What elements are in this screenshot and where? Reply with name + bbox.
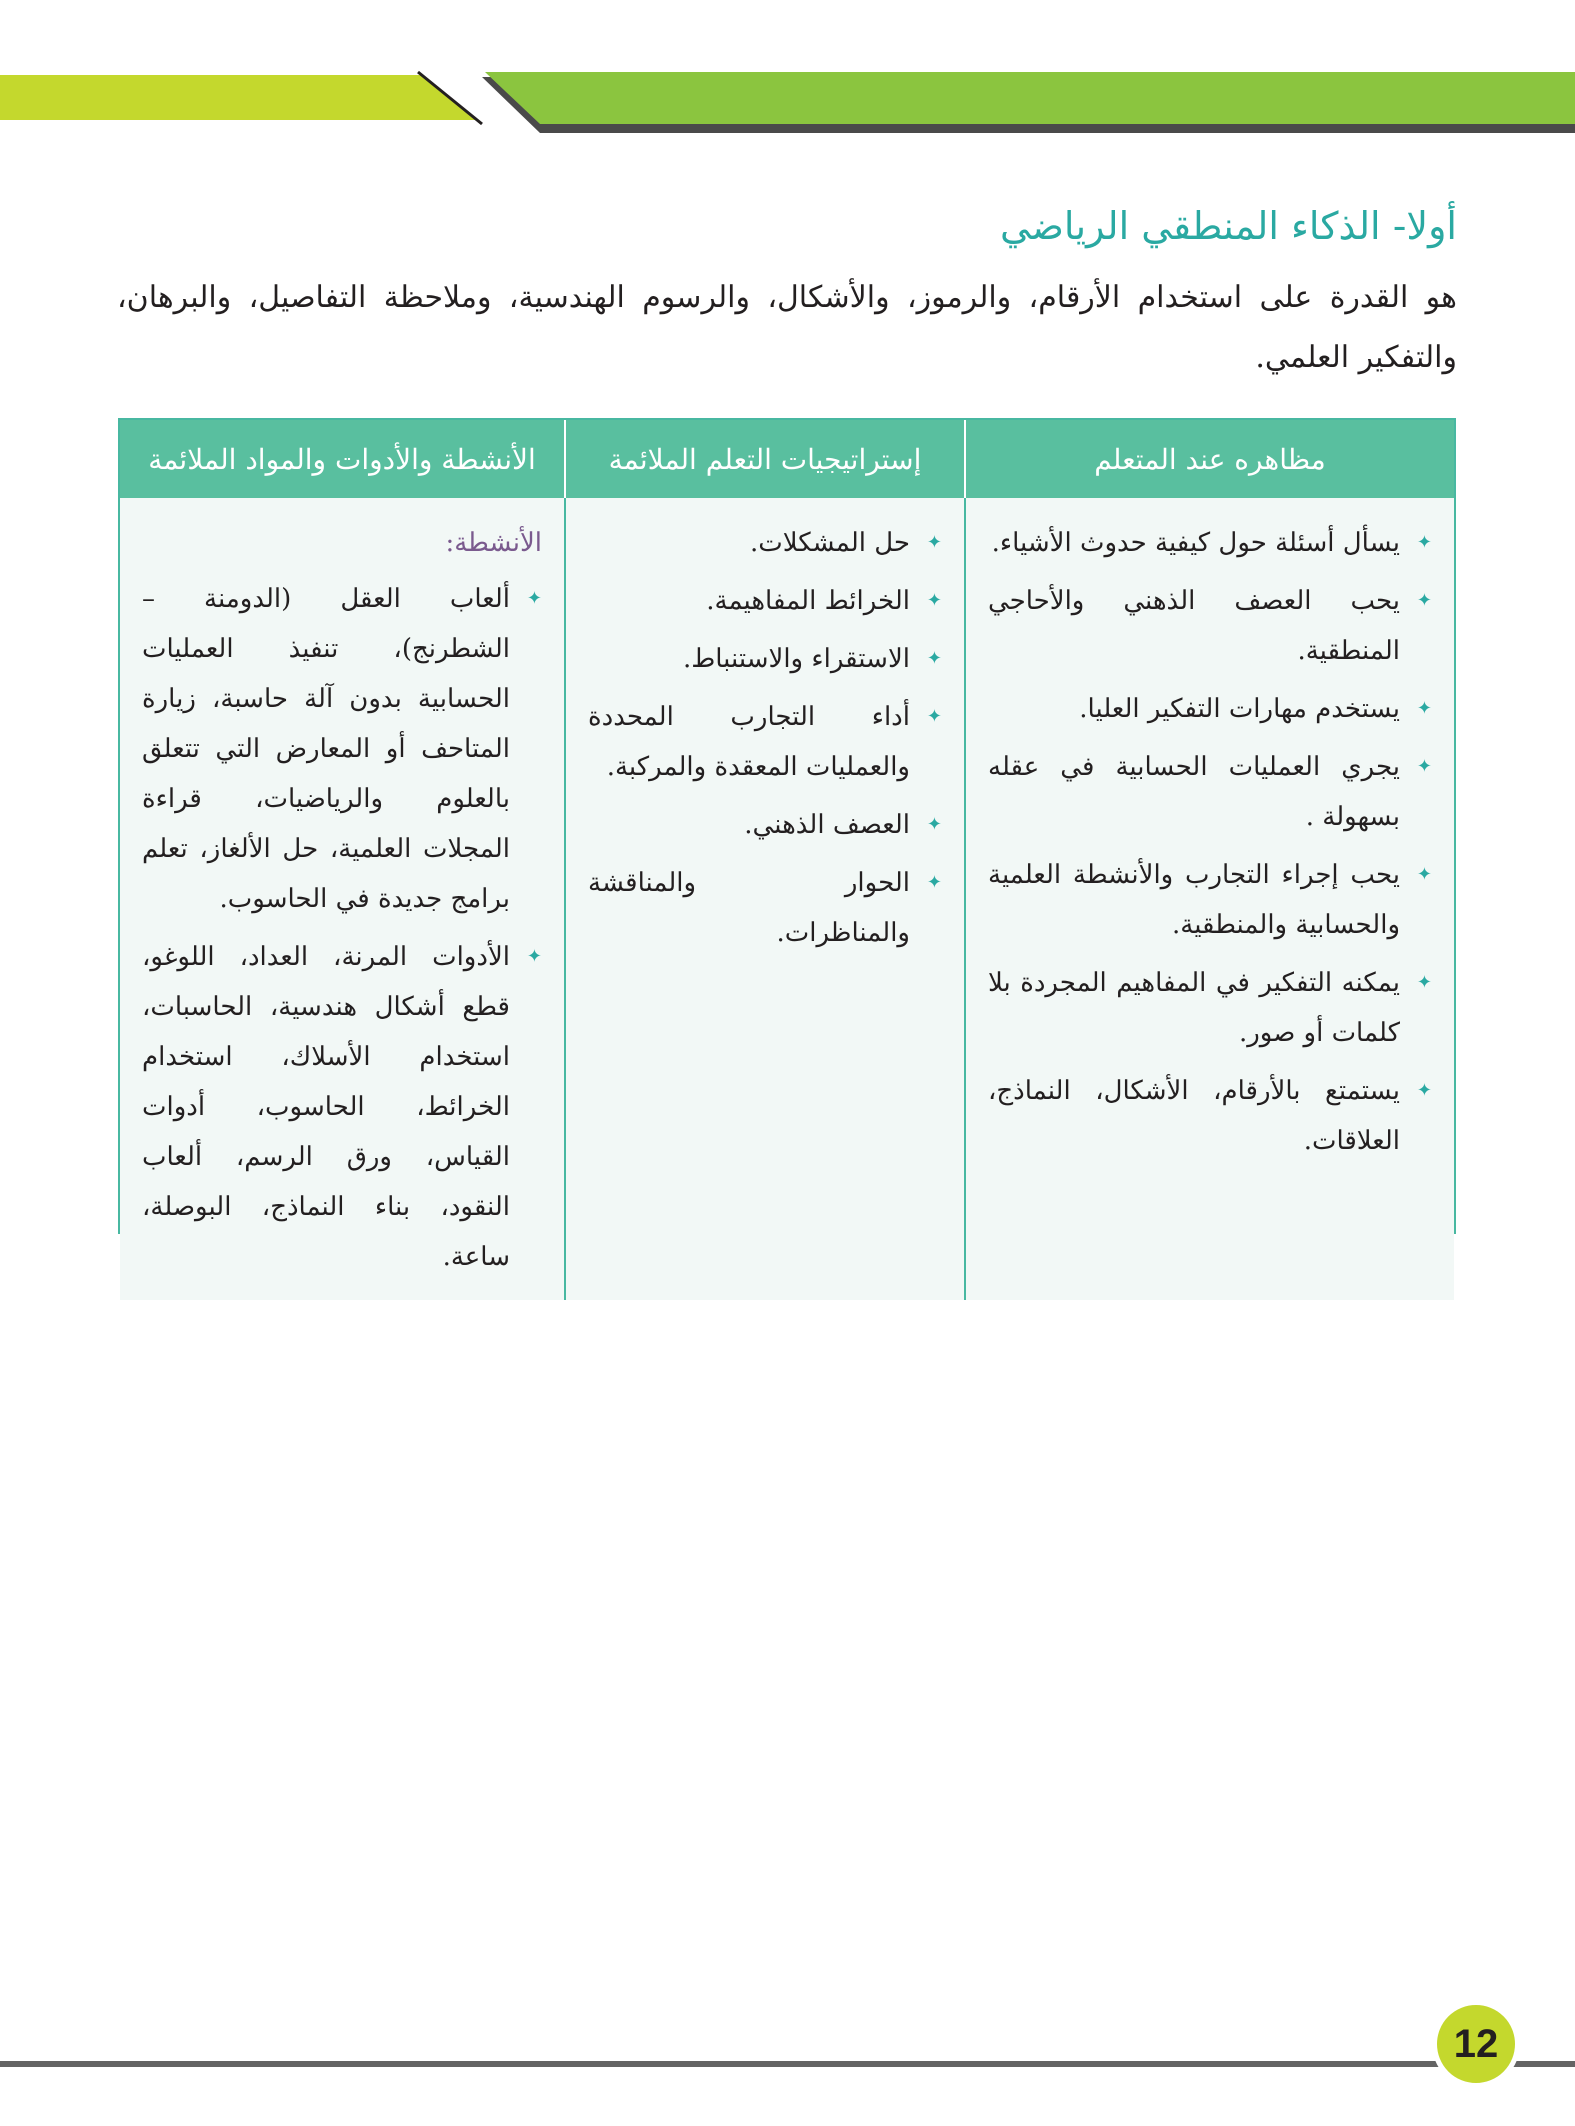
- star-bullet-icon: ✦: [1416, 972, 1432, 993]
- list-item: ✦ ألعاب العقل (الدومنة – الشطرنج)، تنفيذ العمليات الحسابية بدون آلة حاسبة، زيارة المتاحف أو المعارض التي تتعلق بالعلوم والرياضيات، قراءة المجلات العلمية، حل الألغاز، تعلم برامج جديدة في الحاسوب.: [142, 574, 542, 924]
- list-item: ✦ الحوار والمناقشة والمناظرات.: [588, 858, 942, 958]
- activities-list: [142, 574, 542, 1282]
- list-item: ✦ يحب العصف الذهني والأحاجي المنطقية.: [988, 576, 1432, 676]
- aspects-list: [988, 518, 1432, 1166]
- section-number: أولا: [1406, 204, 1457, 248]
- star-bullet-icon: ✦: [926, 532, 942, 553]
- star-bullet-icon: ✦: [926, 814, 942, 835]
- star-bullet-icon: ✦: [1416, 698, 1432, 719]
- strategies-cell: [564, 498, 964, 1300]
- star-bullet-icon: ✦: [926, 648, 942, 669]
- header-strategies: إستراتيجيات التعلم الملائمة: [564, 420, 964, 498]
- star-bullet-icon: ✦: [1416, 864, 1432, 885]
- star-bullet-icon: ✦: [526, 588, 542, 609]
- list-item: ✦ الخرائط المفاهيمة.: [588, 576, 942, 626]
- banner-lime-band: [0, 75, 478, 120]
- list-item: ✦ الأدوات المرنة، العداد، اللوغو، قطع أشكال هندسية، الحاسبات، استخدام الأسلاك، استخدام الخرائط، الحاسوب، أدوات القياس، ورق الرسم، ألعاب النقود، بناء النماذج، البوصلة، ساعة.: [142, 932, 542, 1282]
- list-item: ✦ يستخدم مهارات التفكير العليا.: [988, 684, 1432, 734]
- page-number-badge: 12: [1432, 2000, 1520, 2088]
- star-bullet-icon: ✦: [926, 872, 942, 893]
- star-bullet-icon: ✦: [1416, 756, 1432, 777]
- section-separator: -: [1392, 204, 1407, 248]
- star-bullet-icon: ✦: [526, 946, 542, 967]
- star-bullet-icon: ✦: [1416, 590, 1432, 611]
- intelligence-table: [118, 418, 1456, 1272]
- star-bullet-icon: ✦: [1416, 532, 1432, 553]
- top-banner: [0, 60, 1575, 140]
- star-bullet-icon: ✦: [926, 706, 942, 727]
- header-aspects: مظاهره عند المتعلم: [964, 420, 1454, 498]
- list-item: ✦ يجري العمليات الحسابية في عقله بسهولة .: [988, 742, 1432, 842]
- list-item: ✦ يسأل أسئلة حول كيفية حدوث الأشياء.: [988, 518, 1432, 568]
- footer-line: [0, 2061, 1575, 2067]
- activities-heading: الأنشطة:: [445, 528, 542, 558]
- list-item: ✦ يمكنه التفكير في المفاهيم المجردة بلا كلمات أو صور.: [988, 958, 1432, 1058]
- section-title-text: الذكاء المنطقي الرياضي: [999, 204, 1381, 248]
- star-bullet-icon: ✦: [1416, 1080, 1432, 1101]
- aspects-cell: [964, 498, 1454, 1300]
- list-item: ✦ يستمتع بالأرقام، الأشكال، النماذج، العلاقات.: [988, 1066, 1432, 1166]
- activities-cell: [120, 498, 564, 1300]
- header-activities: الأنشطة والأدوات والمواد الملائمة: [120, 420, 564, 498]
- section-title: [1000, 198, 1457, 254]
- list-item: ✦ العصف الذهني.: [588, 800, 942, 850]
- strategies-list: [588, 518, 942, 958]
- list-item: ✦ الاستقراء والاستنباط.: [588, 634, 942, 684]
- star-bullet-icon: ✦: [926, 590, 942, 611]
- intro-paragraph: هو القدرة على استخدام الأرقام، والرموز، والأشكال، والرسوم الهندسية، وملاحظة التفاصيل، والبرهان، والتفكير العلمي.: [117, 280, 1457, 375]
- list-item: ✦ يحب إجراء التجارب والأنشطة العلمية والحسابية والمنطقية.: [988, 850, 1432, 950]
- list-item: ✦ حل المشكلات.: [588, 518, 942, 568]
- list-item: ✦ أداء التجارب المحددة والعمليات المعقدة والمركبة.: [588, 692, 942, 792]
- banner-green-band: [485, 72, 1575, 124]
